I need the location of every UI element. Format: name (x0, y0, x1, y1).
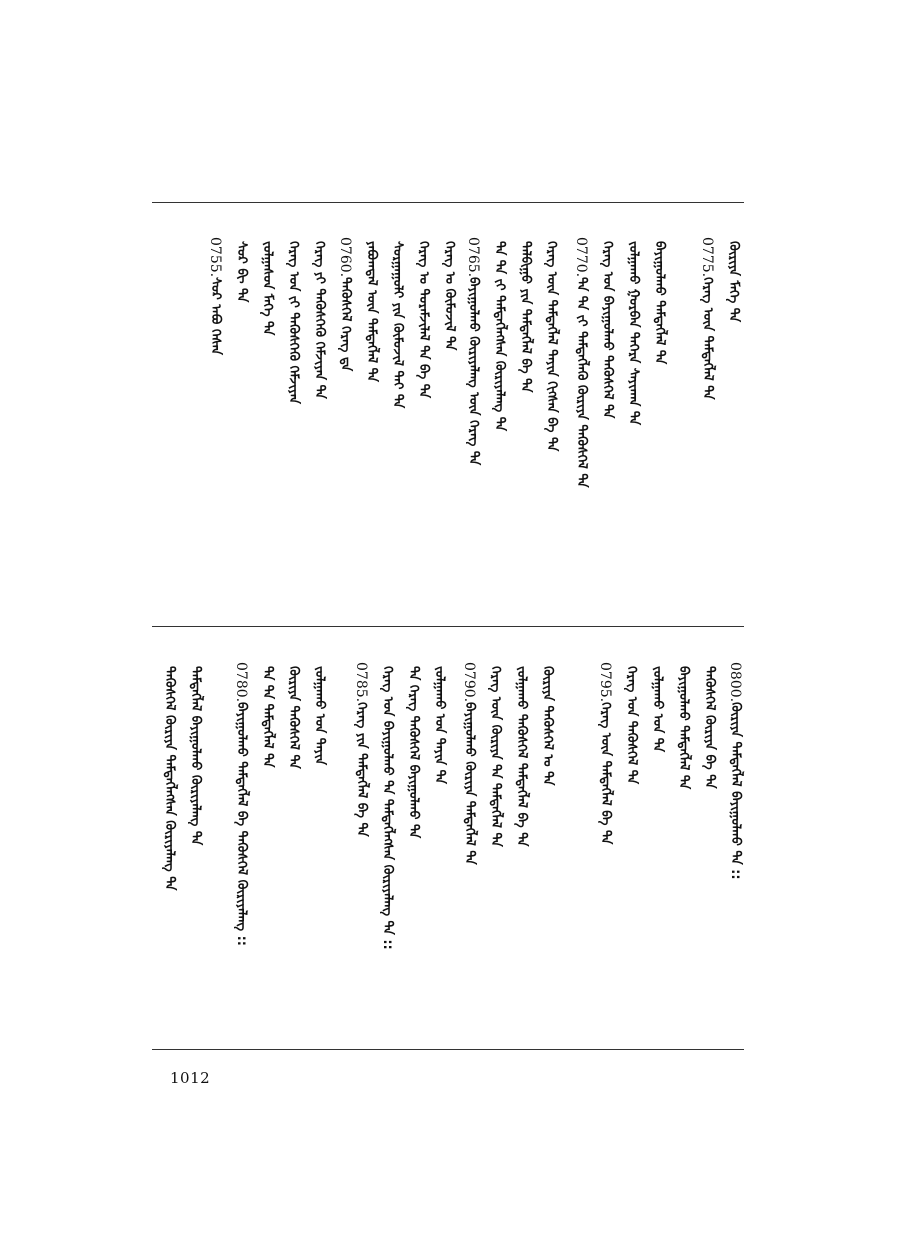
entry-column (572, 237, 590, 597)
entry-text: ᠪᠠᠶᠢᠭᠤᠯᠬᠤ ᠲᠡᠮᠳᠡᠭᠯᠡᠯ ᠲᠡ (676, 666, 691, 790)
entry-column (336, 237, 354, 597)
top-section (160, 237, 744, 597)
entry-column (512, 662, 530, 1022)
entry-column (460, 662, 478, 1022)
bottom-section (160, 662, 744, 1022)
entry-column (310, 662, 328, 1022)
entry-column (598, 237, 616, 597)
entry-text: ᠬᠡᠷᠡᠭ ᠤᠨ ᠪᠠᠶᠢᠭᠤᠯᠬᠤ ᠲᠡ ᠲᠡᠮᠳᠡᠭᠯᠡᠭᠰᠡᠨ ᠬᠦᠷᠢᠶᠡᠯᠡᠩ ᠲᠡ :: (380, 666, 395, 950)
entry-text: ᠪᠠᠶᠢᠭᠤᠯᠬᠤ ᠲᠡᠮᠳᠡᠭᠯᠡᠯ ᠪᠠ ᠲᠡᠭᠦᠰᠬᠡᠯ ᠬᠦᠷᠢᠶᠡᠯᠡᠩ :: (234, 702, 249, 947)
entry-column (516, 237, 534, 597)
entry-column (464, 237, 482, 597)
entry-number: 0765. (465, 237, 481, 278)
entry-text: ᠬᠡᠷᠡᠭ ᠶᠢ ᠲᠡᠬᠦᠰᠭᠡᠬᠦ ᠬᠡᠮᠵᠢᠶᠡᠨ ᠲᠡ (312, 241, 327, 399)
entry-text: ᠬᠦᠷᠢᠶᠡ ᠲᠡᠮᠳᠡᠭᠯᠡᠯ ᠪᠠᠶᠢᠭᠤᠯᠬᠤ ᠲᠡ :: (728, 702, 743, 880)
entry-column (650, 237, 668, 597)
entry-text: ᠲᠡ ᠲᠡ ᠲᠡᠮᠳᠡᠭᠯᠡᠯ ᠲᠡ (260, 666, 275, 768)
entry-text: ᠬᠡᠷᠡᠭ ᠶᠢᠨ ᠲᠡᠮᠳᠡᠭᠯᠡᠯ ᠪᠠ ᠲᠡ (354, 702, 369, 837)
entry-column (258, 662, 276, 1022)
entry-text: ᠬᠦᠷᠢᠶᠡ ᠲᠡᠭᠦᠰᠬᠡᠯ ᠤ ᠲᠡ (540, 666, 555, 786)
entry-number: 0770. (573, 237, 589, 278)
entry-column (352, 662, 370, 1022)
entry-column (648, 662, 666, 1022)
entry-text: ᠰᠤᠷ ᠠᠪᠤ ᠬᠡᠰᠡᠨ (208, 277, 223, 355)
middle-rule (152, 626, 744, 627)
entry-text: ᠰᠤᠷ ᠪᠢ ᠲᠡ (234, 241, 249, 303)
entry-column (490, 237, 508, 597)
entry-column (724, 237, 742, 597)
entry-number: 0785. (353, 662, 369, 703)
entry-column (258, 237, 276, 597)
entry-column (430, 662, 448, 1022)
entry-text: ᠵᠤᠯᠭᠠᠬᠤ ᠤᠨ ᠲᠡ (650, 666, 665, 753)
entry-column (186, 662, 204, 1022)
entry-column (378, 662, 396, 1022)
entry-number: 0780. (233, 662, 249, 703)
entry-column (622, 662, 640, 1022)
entry-column (206, 237, 224, 597)
entry-column (404, 662, 422, 1022)
entry-column (700, 662, 718, 1022)
entry-column (310, 237, 328, 597)
entry-text: ᠬᠡᠷᠡᠭ ᠦᠨ ᠬᠦᠷᠢᠶᠡ ᠲᠡ ᠲᠡᠮᠳᠡᠭᠯᠡᠯ ᠲᠡ (488, 666, 503, 847)
entry-text: ᠪᠠᠶᠢᠭᠤᠯᠬᠤ ᠲᠡᠮᠳᠡᠭᠯᠡᠯ ᠲᠡ (652, 241, 667, 365)
entry-text: ᠵᠤᠯᠭᠠᠬᠤ ᠤᠨ ᠲᠡᠶᠢᠨ ᠲᠡ (432, 666, 447, 784)
entry-column (596, 662, 614, 1022)
entry-column (232, 237, 250, 597)
entry-column (440, 237, 458, 597)
entry-text: ᠬᠦᠷᠢᠶᠡ ᠮᠡᠭᠡ ᠲᠡ (726, 241, 741, 323)
entry-text: ᠬᠡᠷᠡᠭ ᠤᠨ ᠪᠠᠶᠢᠭᠤᠯᠬᠤ ᠲᠡᠭᠦᠰᠬᠡᠯ ᠲᠡ (600, 241, 615, 419)
entry-text: ᠬᠡᠷᠡᠭ ᠤᠨ ᠲᠡᠭᠦᠰᠬᠡᠯ ᠲᠡ (624, 666, 639, 785)
entry-text: ᠵᠤᠯᠭᠠᠰᠤᠨ ᠮᠡᠭᠡ ᠲᠡ (260, 241, 275, 336)
entry-text: ᠲᠡ ᠬᠡᠷᠡᠭ ᠲᠡᠭᠦᠰᠬᠡᠯ ᠪᠠᠶᠢᠭᠤᠯᠬᠤ ᠲᠡ (406, 666, 421, 839)
entry-text: ᠰᠤᠷᠭᠠᠭᠤᠯᠢ ᠶᠢᠨ ᠬᠦᠮᠦᠵᠢᠯ ᠲᠡᠢ ᠲᠡ (390, 241, 405, 409)
entry-number: 0800. (727, 662, 743, 703)
entry-text: ᠬᠡᠷᠡᠭ ᠤ ᠳᠤᠷᠠᠮᠵᠢᠯᠠᠯ ᠲᠡ ᠪᠠ ᠲᠡ (416, 241, 431, 399)
entry-text: ᠲᠡᠭᠦᠰᠭᠡᠯ ᠬᠡᠷᠡᠭ ᠳᠡ (338, 277, 353, 372)
entry-text: ᠵᠤᠯᠭᠠᠬᠤ ᠲᠡᠭᠦᠰᠬᠡᠯ ᠲᠡᠮᠳᠡᠭᠯᠡᠯ ᠪᠠ ᠲᠡ (514, 666, 529, 847)
entry-number: 0755. (207, 237, 223, 278)
entry-text: ᠲᠡᠭᠦᠰᠬᠡᠯ ᠬᠦᠷᠢᠶᠡ ᠪᠠ ᠲᠡ (702, 666, 717, 789)
entry-column (388, 237, 406, 597)
entry-text: ᠶᠠᠪᠤᠭᠳᠠᠯ ᠦᠨ ᠲᠡᠮᠳᠡᠭᠯᠡᠯ ᠲᠡ (364, 241, 379, 382)
entry-column (284, 237, 302, 597)
entry-column (160, 662, 178, 1022)
entry-column (674, 662, 692, 1022)
entry-text: ᠲᠡ ᠲᠡ ᠵᠢ ᠲᠡᠮᠳᠡᠭᠯᠡᠬᠦ ᠬᠦᠷᠢᠶᠡ ᠲᠡᠭᠦᠰᠬᠡᠯ ᠲᠡ (574, 277, 589, 488)
entry-column (414, 237, 432, 597)
entry-text: ᠲᠡᠮᠳᠡᠭᠯᠡᠯ ᠪᠠᠶᠢᠭᠤᠯᠬᠤ ᠬᠦᠷᠢᠶᠡᠯᠡᠩ ᠲᠡ (188, 666, 203, 846)
entry-column (284, 662, 302, 1022)
entry-text: ᠲᠡ ᠲᠡ ᠵᠢ ᠲᠡᠮᠳᠡᠭᠯᠡᠭᠰᠡᠨ ᠬᠦᠷᠢᠶᠡᠯᠡᠩ ᠲᠡ (492, 241, 507, 432)
entry-text: ᠵᠤᠯᠭᠠᠬᠤ ᠤᠨ ᠲᠡᠶᠢᠨ (312, 666, 327, 766)
entry-text: ᠲᠠᠯᠪᠢᠭᠤ ᠶᠢᠨ ᠲᠡᠮᠳᠡᠭᠯᠡᠯ ᠪᠠ ᠲᠡ (518, 241, 533, 393)
entry-text: ᠬᠡᠷᠡᠭ ᠦᠨ ᠲᠡᠮᠳᠡᠭᠯᠡᠯ ᠲᠡ (700, 277, 715, 400)
entry-column (726, 662, 744, 1022)
entry-column (542, 237, 560, 597)
entry-text: ᠪᠠᠶᠢᠭᠤᠯᠬᠤ ᠬᠦᠷᠢᠶᠡ ᠲᠡᠮᠳᠡᠭᠯᠡᠯ ᠲᠡ (462, 702, 477, 865)
entry-number: 0775. (699, 237, 715, 278)
entry-column (232, 662, 250, 1022)
top-rule (152, 202, 744, 203)
entry-number: 0790. (461, 662, 477, 703)
entry-number: 0795. (597, 662, 613, 703)
entry-text: ᠬᠡᠷᠡᠭ ᠦᠨ ᠲᠡᠮᠳᠡᠭᠯᠡᠯ ᠲᠡᠶᠢᠨ ᠬᠢᠭᠰᠡᠨ ᠪᠠ ᠲᠡ (544, 241, 559, 452)
entry-column (486, 662, 504, 1022)
entry-column (538, 662, 556, 1022)
entry-text: ᠲᠡᠭᠦᠰᠬᠡᠯ ᠬᠦᠷᠢᠶᠡ ᠲᠡᠮᠳᠡᠭᠯᠡᠭᠰᠡᠨ ᠬᠦᠷᠢᠶᠡᠯᠡᠩ ᠲᠡ (162, 666, 177, 891)
entry-column (698, 237, 716, 597)
entry-text: ᠬᠡᠷᠡᠭ ᠤ ᠬᠦᠮᠦᠵᠢᠯ ᠲᠡ (442, 241, 457, 351)
entry-number: 0760. (337, 237, 353, 278)
page-number: 1012 (170, 1069, 211, 1087)
entry-text: ᠬᠡᠷᠡᠭ ᠦᠨ ᠲᠡᠮᠳᠡᠭᠯᠡᠯ ᠪᠠ ᠲᠡ (598, 702, 613, 845)
entry-text: ᠬᠦᠷᠢᠶᠡ ᠲᠡᠭᠦᠰᠬᠡᠯ ᠲᠡ (286, 666, 301, 769)
entry-text: ᠪᠠᠶᠢᠭᠤᠯᠬᠤ ᠬᠦᠷᠢᠶᠡᠯᠡᠩ ᠦᠨ ᠬᠡᠷᠡᠭ ᠲᠡ (466, 277, 481, 466)
entry-text: ᠬᠡᠷᠡᠭ ᠤᠨ ᠵᠢ ᠲᠡᠭᠦᠰᠭᠡᠬᠦ ᠬᠡᠮᠵᠢᠶᠡᠨ (286, 241, 301, 404)
bottom-rule (152, 1049, 744, 1050)
entry-column (362, 237, 380, 597)
entry-column (624, 237, 642, 597)
entry-text: ᠵᠤᠯᠭᠠᠬᠤ ᠭᠤᠷᠪᠠᠨ ᠳᠡᠭᠡᠷᠡ ᠰᠠᠶᠢᠬᠠᠨ ᠲᠡ (626, 241, 641, 426)
